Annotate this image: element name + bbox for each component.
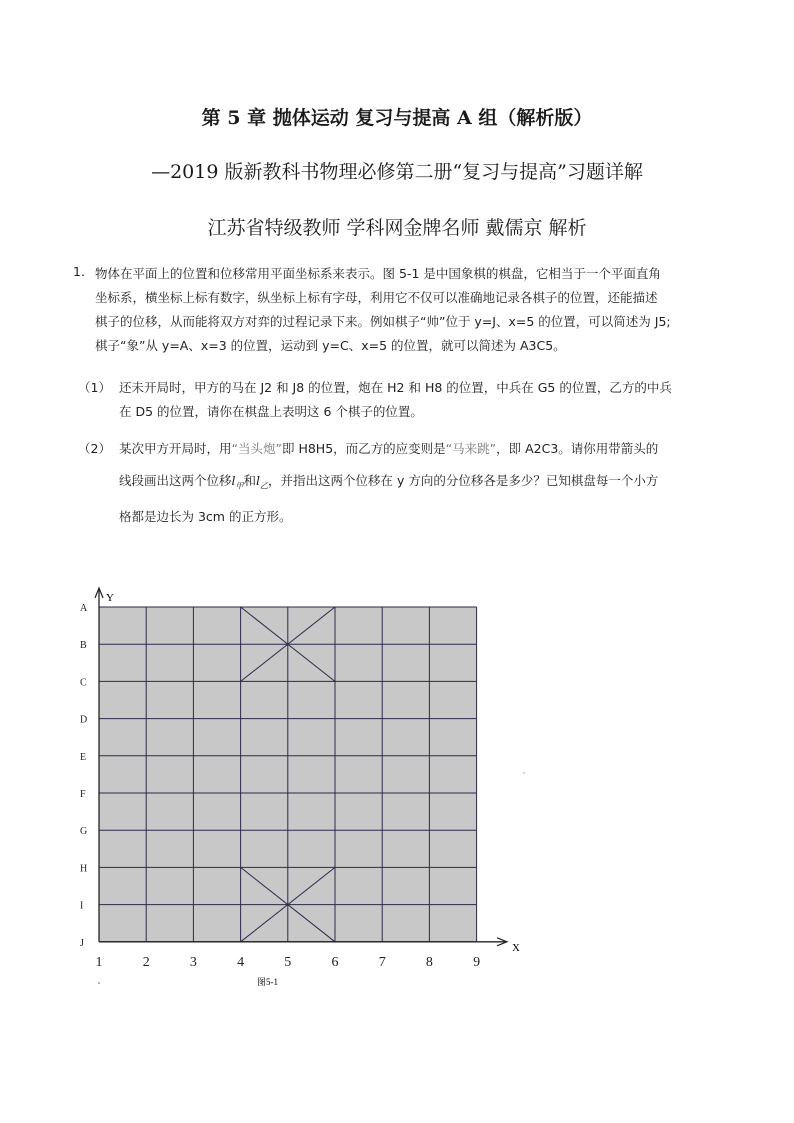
figure-caption: 图5-1 [257,977,278,987]
column-label: 8 [425,955,433,970]
part1-label: （1） [78,380,111,395]
stray-dot [98,982,100,984]
y-axis-label: Y [106,592,114,604]
problem-number: 1. [73,264,85,279]
column-label: 9 [473,955,481,970]
and-word: 和 [243,473,257,488]
column-label: 3 [189,955,197,970]
column-label: 4 [237,955,245,970]
problem-line-4: 棋子“象”从 y=A、x=3 的位置，运动到 y=C、x=5 的位置，就可以简述为 A3C5。 [95,338,566,353]
part2-label: （2） [78,441,111,456]
stray-dot [523,772,524,773]
quote-malaitiao: “马来跳” [445,441,497,456]
row-label: G [80,826,88,838]
column-label: 6 [331,955,339,970]
column-label: 7 [378,955,386,970]
part2-line-2b: ，并指出这两个位移在 y 方向的分位移各是多少？已知棋盘每一个小方 [268,473,659,488]
author-line: 江苏省特级教师 学科网金牌名师 戴儒京 解析 [207,217,587,239]
board [99,607,477,942]
row-label: F [80,789,86,800]
problem-line-1: 物体在平面上的位置和位移常用平面坐标系来表示。图 5-1 是中国象棋的棋盘，它相当于一个平面直角 [95,266,661,281]
column-label: 5 [284,955,292,970]
row-label: C [80,677,87,689]
part2-line-1c: ，即 A2C3。请你用带箭头的 [496,441,659,456]
problem-line-3: 棋子的位移，从而能将双方对弈的过程记录下来。例如棋子“帅”位于 y=J、x=5 的位置，可以简述为 J5; [95,314,671,329]
part2-line-3: 格都是边长为 3cm 的正方形。 [119,509,292,524]
problem-line-2: 坐标系，横坐标上标有数字，纵坐标上标有字母，利用它不仅可以准确地记录各棋子的位置，还能描述 [95,290,658,305]
part2-line-1a: 某次甲方开局时，用 [119,441,232,456]
row-label: A [80,603,88,614]
part2-line-1b: 即 H8H5，而乙方的应变则是 [281,441,446,456]
row-label: E [80,751,87,763]
page-title: 第 5 章 抛体运动 复习与提高 A 组（解析版） [201,107,593,129]
row-label: I [80,900,84,912]
column-label: 2 [142,955,150,970]
part1-line-1: 还未开局时，甲方的马在 J2 和 J8 的位置，炮在 H2 和 H8 的位置，中兵在 G5 的位置，乙方的中兵 [119,380,672,395]
row-label: J [80,937,84,949]
page-subtitle: —2019 版新教科书物理必修第二册“复习与提高”习题详解 [151,161,643,183]
row-label: D [80,714,88,726]
row-label: H [80,863,88,875]
quote-dangtoupao: “当头炮” [231,441,282,456]
part1-line-2: 在 D5 的位置，请你在棋盘上表明这 6 个棋子的位置。 [119,404,423,419]
row-label: B [80,640,87,652]
symbol-l-yi: $l_乙$ [256,473,269,491]
x-axis-label: X [512,942,520,954]
symbol-l-jia: $l_甲$ [231,473,244,491]
column-label: 1 [95,955,103,970]
part2-line-2a: 线段画出这两个位移 [119,473,232,488]
